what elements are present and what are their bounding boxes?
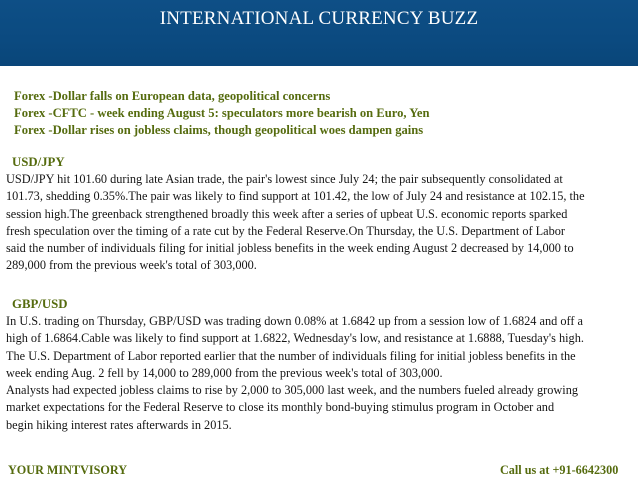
- body-line: In U.S. trading on Thursday, GBP/USD was trading down 0.08% at 1.6842 up from a session low of 1.6824 and off a: [6, 314, 583, 328]
- body-line: begin hiking interest rates afterwards in 2015.: [6, 417, 232, 432]
- headline-item[interactable]: Forex -Dollar falls on European data, geopolitical concerns: [14, 89, 331, 103]
- body-line: said the number of individuals filing for initial jobless benefits in the week ending August 2 decreased by 14,000 to: [6, 241, 574, 256]
- section-title-gbpusd: GBP/USD: [12, 297, 68, 311]
- footer-contact[interactable]: Call us at +91-6642300: [500, 463, 619, 477]
- section-title-usdjpy: USD/JPY: [12, 155, 65, 169]
- body-line: high of 1.6864.Cable was likely to find support at 1.6822, Wednesday's low, and resistance at 1.6888, Tuesday's high.: [6, 331, 584, 346]
- page-title: INTERNATIONAL CURRENCY BUZZ: [159, 8, 479, 29]
- body-line: The U.S. Department of Labor reported earlier that the number of individuals filing for initial jobless benefits in the: [6, 348, 576, 363]
- body-line: Analysts had expected jobless claims to rise by 2,000 to 305,000 last week, and the numbers fueled already growing: [6, 383, 579, 398]
- header-banner: [0, 0, 638, 66]
- headline-item[interactable]: Forex -Dollar rises on jobless claims, though geopolitical woes dampen gains: [14, 123, 424, 137]
- headline-item[interactable]: Forex -CFTC - week ending August 5: speculators more bearish on Euro, Yen: [14, 106, 430, 120]
- body-line: 289,000 from the previous week's total of 303,000.: [6, 258, 257, 273]
- footer-brand: YOUR MINTVISORY: [8, 463, 128, 477]
- section-body-usdjpy: [6, 171, 632, 275]
- body-line: market expectations for the Federal Reserve to close its monthly bond-buying stimulus program in October and: [6, 400, 555, 415]
- headlines-list: [14, 88, 429, 139]
- body-line: week ending Aug. 2 fell by 14,000 to 289,000 from the previous week's total of 303,000.: [6, 365, 443, 380]
- body-line: 101.73, shedding 0.35%.The pair was likely to find support at 101.42, the low of July 24 and resistance at 102.15, the: [6, 189, 585, 204]
- body-line: session high.The greenback strengthened broadly this week after a series of upbeat U.S. economic reports sparked: [6, 206, 568, 221]
- body-line: USD/JPY hit 101.60 during late Asian trade, the pair's lowest since July 24; the pair subsequently consolidated at: [6, 172, 563, 186]
- body-line: fresh speculation over the timing of a rate cut by the Federal Reserve.On Thursday, the U.S. Department of Labor: [6, 223, 565, 238]
- section-body-gbpusd: [6, 313, 632, 434]
